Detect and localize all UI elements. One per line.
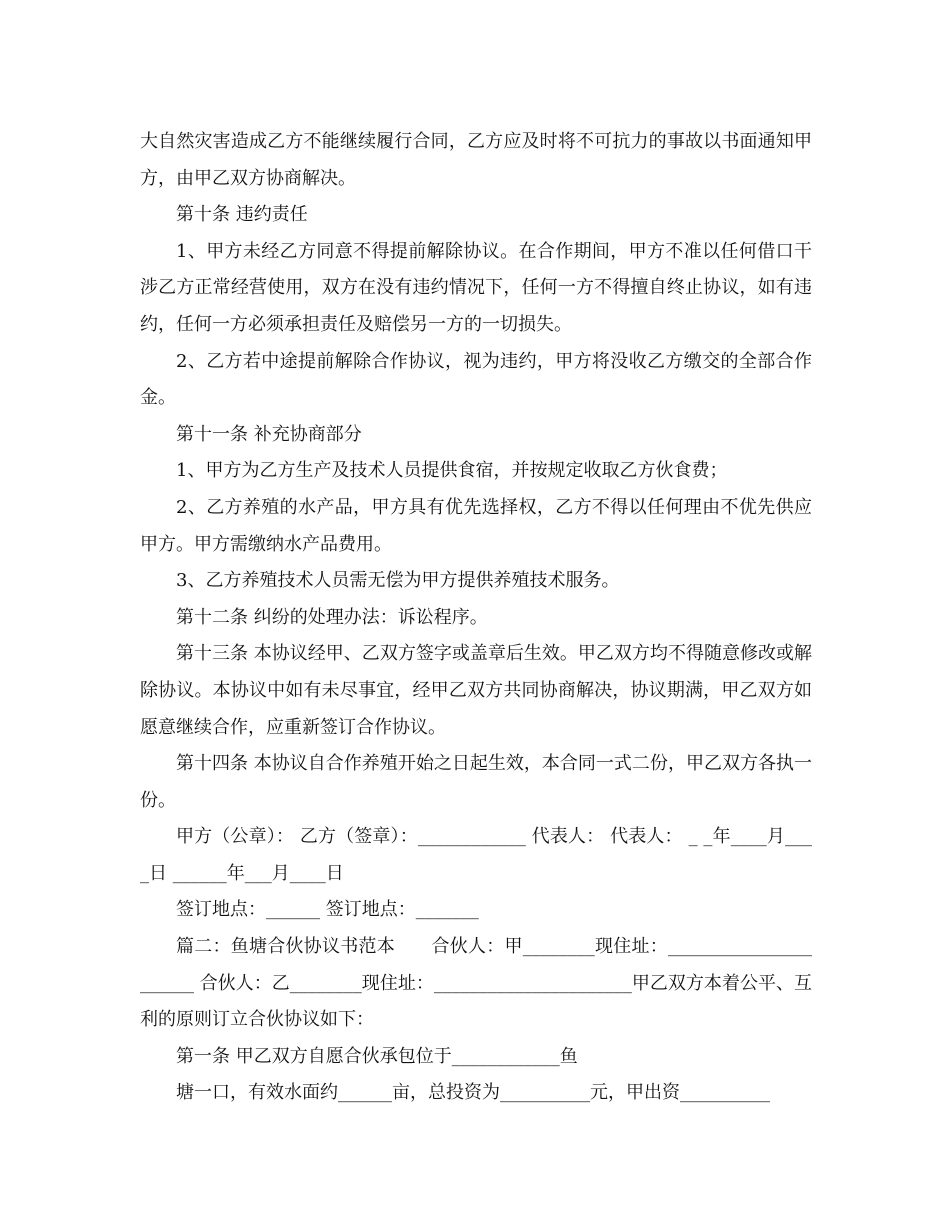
heading-article-10: 第十条 违约责任	[176, 204, 308, 226]
paragraph-article-12: 第十二条 纠纷的处理办法：诉讼程序。	[176, 606, 488, 628]
paragraph-part-two-article-1-continued: 塘一口，有效水面约______亩，总投资为__________元，甲出资__________	[176, 1082, 770, 1104]
document-body	[140, 124, 812, 1112]
heading-article-11: 第十一条 补充协商部分	[176, 423, 362, 445]
signature-lines: 甲方（公章）： 乙方（签章）：____________ 代表人： 代表人： _ _年____月____日 ______年___月____日	[140, 826, 812, 884]
paragraph-article-10-item-1: 1、甲方未经乙方同意不得提前解除协议。在合作期间，甲方不准以任何借口干涉乙方正常经营使用，双方在没有违约情况下，任何一方不得擅自终止协议，如有违约，任何一方必须承担责任及赔偿另一方的一切损失。	[140, 240, 812, 335]
paragraph-article-13: 第十三条 本协议经甲、乙双方签字或盖章后生效。甲乙双方均不得随意修改或解除协议。本协议中如有未尽事宜，经甲乙双方共同协商解决，协议期满，甲乙双方如愿意继续合作，应重新签订合作协议。	[140, 643, 812, 738]
paragraph-article-11-item-3: 3、乙方养殖技术人员需无偿为甲方提供养殖技术服务。	[176, 570, 620, 592]
paragraph-article-11-item-2: 2、乙方养殖的水产品，甲方具有优先选择权，乙方不得以任何理由不优先供应甲方。甲方需缴纳水产品费用。	[140, 496, 812, 555]
paragraph-part-two-article-1: 第一条 甲乙双方自愿合伙承包位于____________鱼	[176, 1045, 578, 1067]
signing-place-lines: 签订地点：______ 签订地点：_______	[176, 899, 479, 921]
paragraph-article-10-item-2: 2、乙方若中途提前解除合作协议，视为违约，甲方将没收乙方缴交的全部合作金。	[140, 350, 812, 409]
paragraph-force-majeure-continued: 大自然灾害造成乙方不能继续履行合同，乙方应及时将不可抗力的事故以书面通知甲方，由甲乙双方协商解决。	[140, 131, 812, 189]
paragraph-article-14: 第十四条 本协议自合作养殖开始之日起生效，本合同一式二份，甲乙双方各执一份。	[140, 753, 812, 811]
paragraph-part-two-intro: 篇二：鱼塘合伙协议书范本 合伙人：甲________现住址：______________________ 合伙人：乙________现住址：______________________甲乙双方本着公平、互利的原则订立合伙协议如下：	[140, 936, 812, 1031]
paragraph-article-11-item-1: 1、甲方为乙方生产及技术人员提供食宿，并按规定收取乙方伙食费；	[176, 460, 728, 482]
